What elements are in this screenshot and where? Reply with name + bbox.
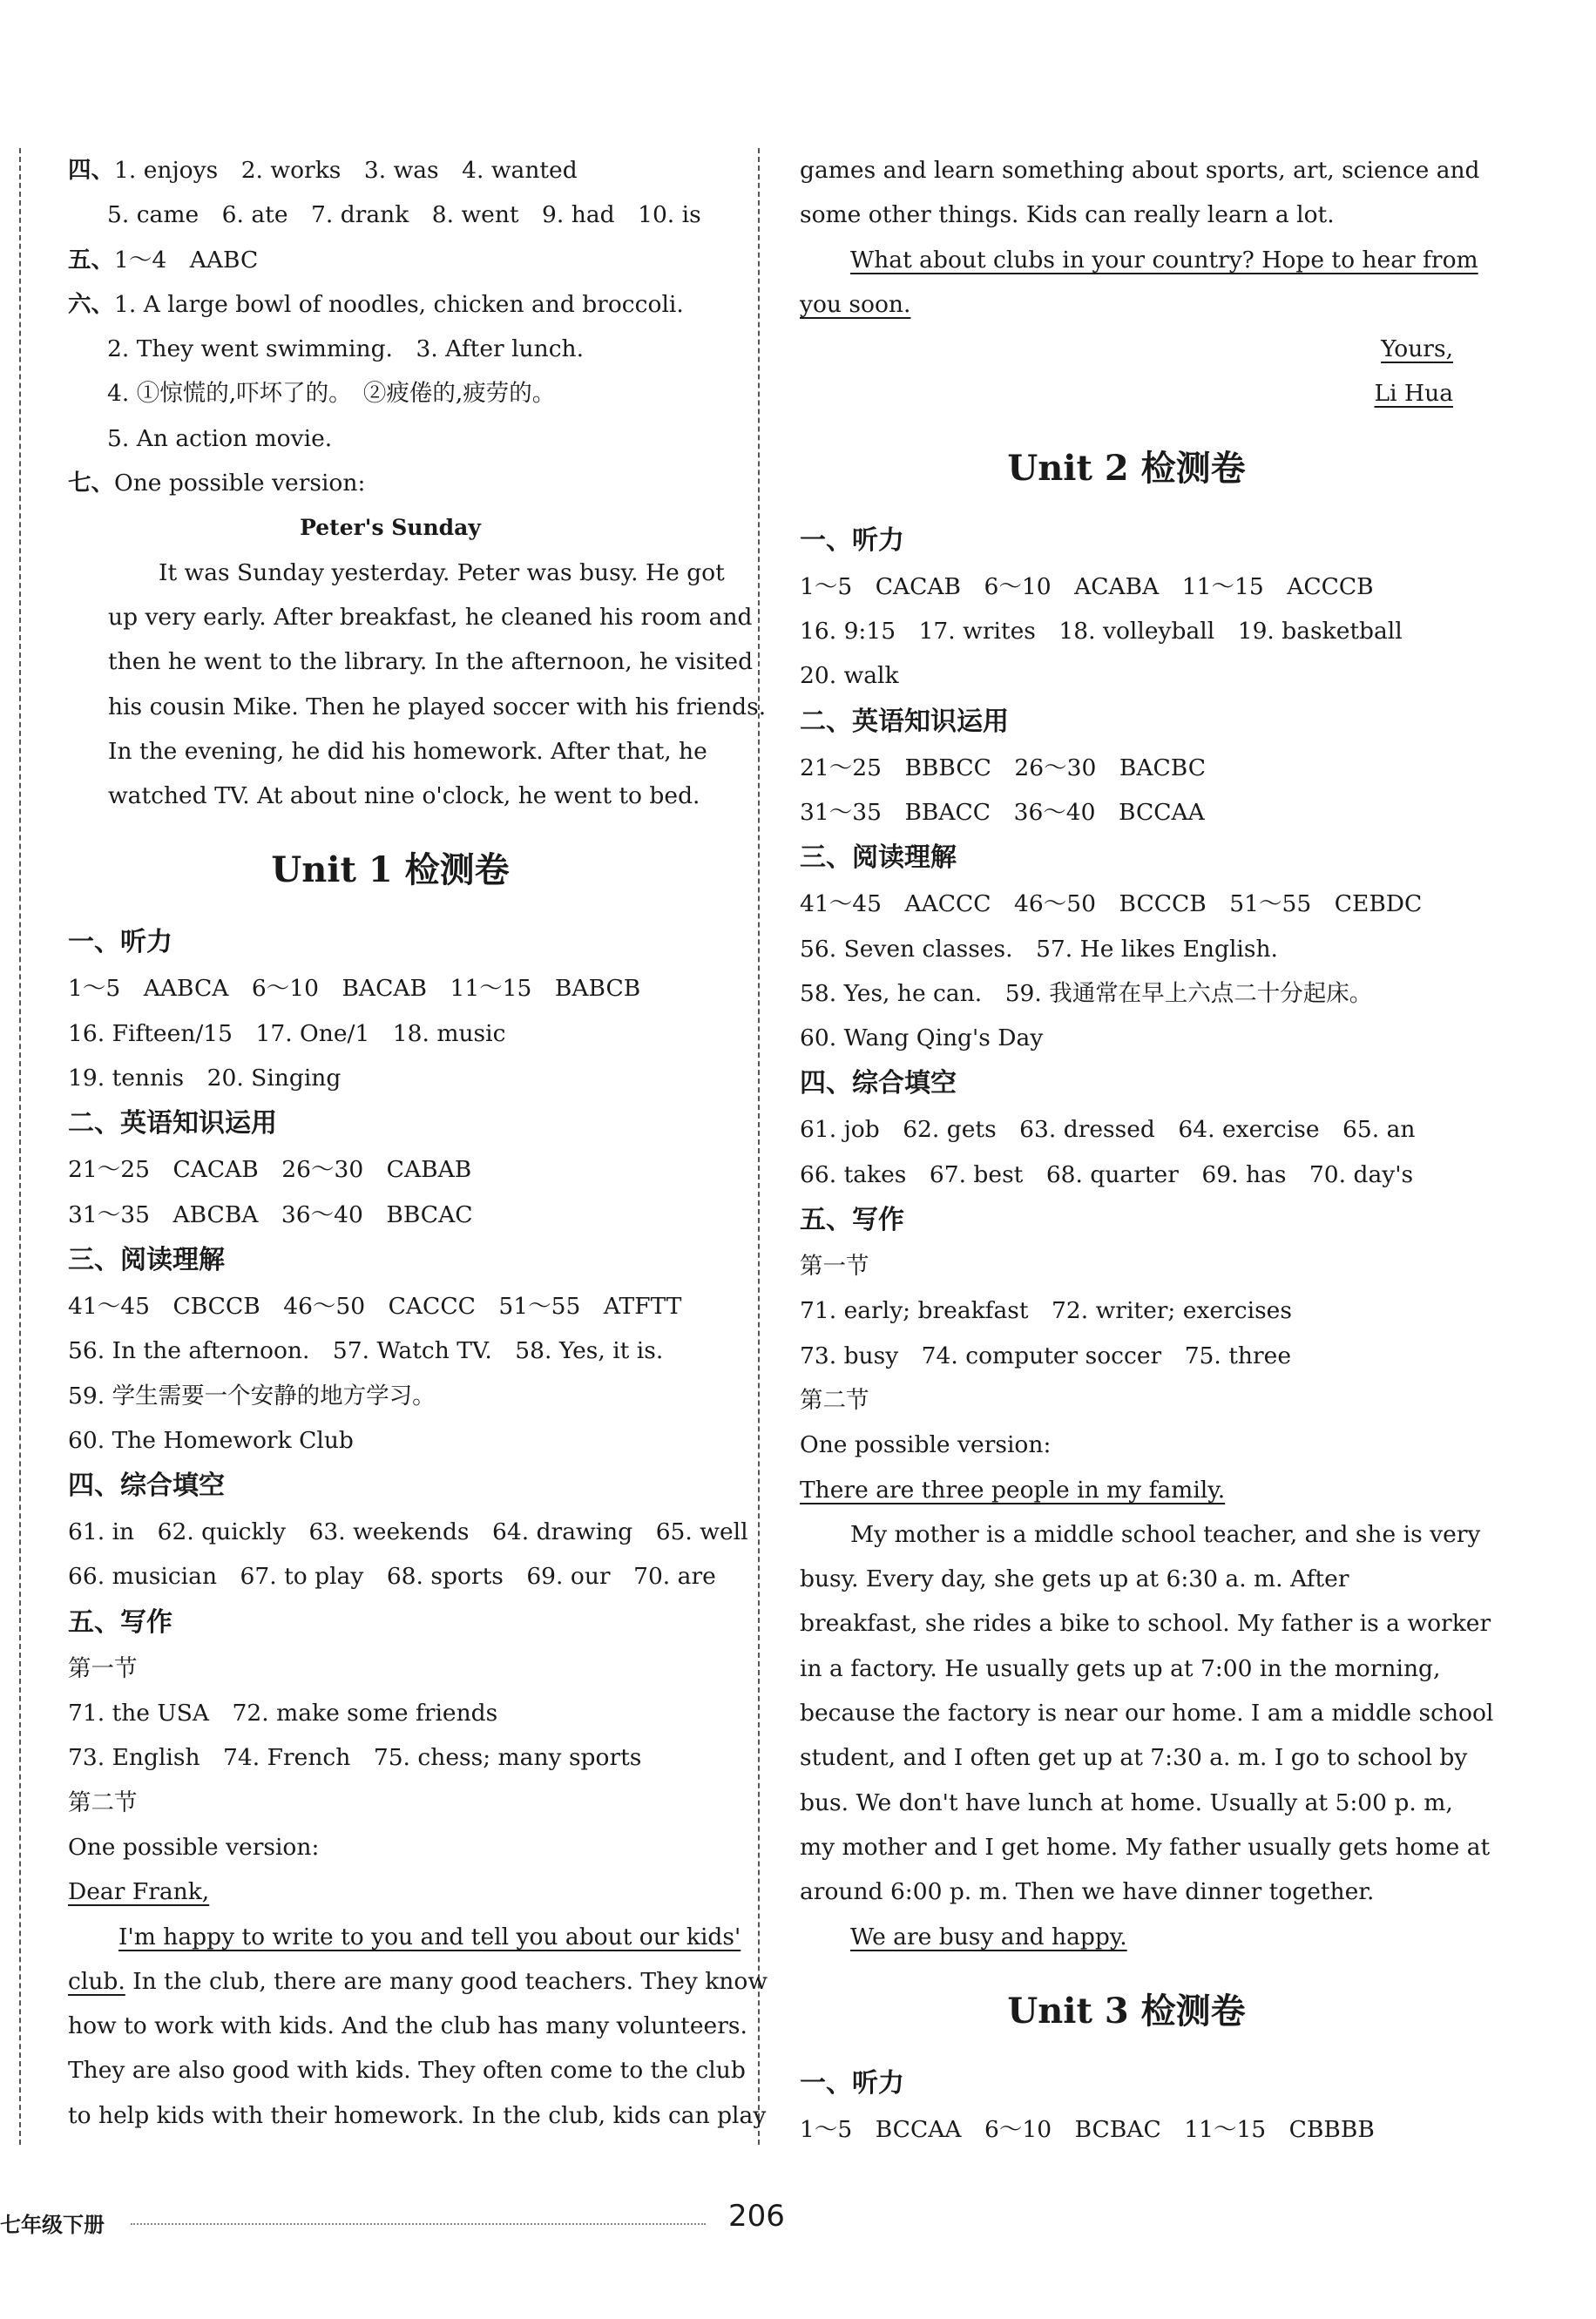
letter-line: games and learn something about sports, art, science and: [800, 157, 1480, 184]
answer-line: 1～5 AABCA 6～10 BACAB 11～15 BABCB: [68, 975, 641, 1003]
section-heading: 四、综合填空: [800, 1068, 957, 1099]
answer-line: 41～45 CBCCB 46～50 CACCC 51～55 ATFTT: [68, 1292, 682, 1320]
unit1-title: Unit 1 检测卷: [271, 849, 510, 891]
letter-line: how to work with kids. And the club has many volunteers.: [68, 2012, 747, 2040]
answer-line: 16. Fifteen/15 17. One/1 18. music: [68, 1019, 506, 1047]
binding-margin-middle: [758, 148, 760, 2145]
answer-line: 71. the USA 72. make some friends: [68, 1700, 498, 1727]
answer-line: 21～25 CACAB 26～30 CABAB: [68, 1156, 472, 1184]
section-heading: 二、英语知识运用: [68, 1108, 277, 1139]
answer-line: 31～35 ABCBA 36～40 BBCAC: [68, 1200, 473, 1228]
essay-line: We are busy and happy.: [850, 1923, 1127, 1951]
essay-line: In the evening, he did his homework. After that, he: [108, 737, 707, 765]
answer-line: One possible version:: [68, 1833, 320, 1861]
unit3-title: Unit 3 检测卷: [1007, 1990, 1246, 2032]
answer-line: 61. job 62. gets 63. dressed 64. exercise 65. an: [800, 1116, 1416, 1144]
letter-line: club.: [68, 1967, 125, 1995]
answer-line: 20. walk: [800, 662, 899, 690]
right-column: [800, 148, 1494, 2152]
answer-line: 60. Wang Qing's Day: [800, 1024, 1044, 1052]
answer-line: 66. takes 67. best 68. quarter 69. has 70. day's: [800, 1160, 1414, 1188]
answer-line: 41～45 AACCC 46～50 BCCCB 51～55 CEBDC: [800, 890, 1423, 918]
answer-line: 60. The Homework Club: [68, 1426, 354, 1454]
section-heading: 二、英语知识运用: [800, 706, 1009, 737]
letter-line: some other things. Kids can really learn a lot.: [800, 201, 1335, 229]
answer-line: 六、1. A large bowl of noodles, chicken and broccoli.: [68, 290, 684, 318]
answer-line: 66. musician 67. to play 68. sports 69. our 70. are: [68, 1563, 716, 1591]
section-heading: 一、听力: [68, 927, 172, 958]
essay-line: It was Sunday yesterday. Peter was busy. He got: [159, 558, 725, 586]
footer-rule: [131, 2223, 706, 2225]
answer-line: One possible version:: [800, 1431, 1052, 1459]
letter-line: to help kids with their homework. In the club, kids can play: [68, 2101, 767, 2129]
letter-line: you soon.: [800, 290, 911, 318]
letter-line: They are also good with kids. They often come to the club: [68, 2057, 746, 2085]
essay-title: Peter's Sunday: [300, 515, 481, 541]
essay-line: watched TV. At about nine o'clock, he went to bed.: [108, 782, 700, 810]
answer-line: 五、1～4 AABC: [68, 246, 259, 274]
essay-line: then he went to the library. In the afternoon, he visited: [108, 648, 754, 676]
answer-line: 2. They went swimming. 3. After lunch.: [107, 335, 585, 363]
answer-line: 四、1. enjoys 2. works 3. was 4. wanted: [68, 157, 578, 184]
essay-line: my mother and I get home. My father usually gets home at: [800, 1833, 1491, 1861]
answer-line: 56. In the afternoon. 57. Watch TV. 58. Yes, it is.: [68, 1337, 664, 1365]
section-heading: 三、阅读理解: [68, 1244, 225, 1275]
answer-line: 16. 9:15 17. writes 18. volleyball 19. basketball: [800, 618, 1403, 646]
answer-line: 5. came 6. ate 7. drank 8. went 9. had 10. is: [107, 201, 701, 229]
essay-line: up very early. After breakfast, he cleaned his room and: [108, 603, 753, 631]
subsection-label: 第一节: [68, 1654, 138, 1682]
binding-margin-left: [19, 148, 21, 2145]
section-heading: 一、听力: [800, 2067, 904, 2099]
subsection-label: 第二节: [800, 1386, 869, 1414]
essay-line: My mother is a middle school teacher, and she is very: [850, 1520, 1481, 1548]
letter-closing: Yours,: [1381, 335, 1453, 363]
answer-line: 56. Seven classes. 57. He likes English.: [800, 935, 1278, 963]
answer-line: 七、One possible version:: [68, 470, 366, 497]
answer-line: 59. 学生需要一个安静的地方学习。: [68, 1382, 436, 1410]
essay-body: [68, 551, 767, 819]
essay-line: student, and I often get up at 7:30 a. m. I go to school by: [800, 1744, 1468, 1772]
page-number: 206: [728, 2199, 785, 2234]
answer-line: 31～35 BBACC 36～40 BCCAA: [800, 798, 1205, 826]
unit2-title: Unit 2 检测卷: [1007, 447, 1246, 489]
essay-line: in a factory. He usually gets up at 7:00 in the morning,: [800, 1654, 1441, 1682]
essay-line: busy. Every day, she gets up at 6:30 a. m. After: [800, 1565, 1349, 1593]
section-heading: 五、写作: [68, 1606, 172, 1638]
essay-line: his cousin Mike. Then he played soccer with his friends.: [108, 693, 767, 720]
answer-line: 61. in 62. quickly 63. weekends 64. drawing 65. well: [68, 1518, 748, 1546]
essay-line: because the factory is near our home. I am a middle school: [800, 1700, 1494, 1727]
answer-line: 21～25 BBBCC 26～30 BACBC: [800, 754, 1206, 781]
answer-line: 73. busy 74. computer soccer 75. three: [800, 1342, 1292, 1369]
answer-line: 5. An action movie.: [107, 424, 333, 452]
grade-label: 七年级下册: [0, 2213, 105, 2237]
answer-line: 58. Yes, he can. 59. 我通常在早上六点二十分起床。: [800, 979, 1373, 1007]
letter-signature: Li Hua: [1374, 380, 1453, 408]
answer-line: 1～5 BCCAA 6～10 BCBAC 11～15 CBBBB: [800, 2115, 1375, 2143]
subsection-label: 第一节: [800, 1253, 869, 1281]
section-heading: 五、写作: [800, 1205, 904, 1236]
section-heading: 三、阅读理解: [800, 842, 957, 874]
subsection-label: 第二节: [68, 1788, 138, 1816]
answer-line: 4. ①惊慌的,吓坏了的。 ②疲倦的,疲劳的。: [107, 380, 556, 408]
letter-greeting: Dear Frank,: [68, 1878, 210, 1906]
answer-line: 71. early; breakfast 72. writer; exercises: [800, 1297, 1292, 1325]
page-footer: [0, 2199, 1596, 2239]
left-column: [68, 148, 768, 2138]
essay-line: breakfast, she rides a bike to school. My father is a worker: [800, 1610, 1491, 1638]
section-heading: 一、听力: [800, 524, 904, 556]
letter-line: In the club, there are many good teachers. They know: [132, 1967, 768, 1995]
essay-line: around 6:00 p. m. Then we have dinner together.: [800, 1878, 1375, 1906]
answer-line: 19. tennis 20. Singing: [68, 1065, 342, 1092]
section-heading: 四、综合填空: [68, 1471, 225, 1502]
letter-line: I'm happy to write to you and tell you about our kids': [118, 1923, 741, 1951]
answer-line: 73. English 74. French 75. chess; many sports: [68, 1744, 642, 1772]
essay-line: There are three people in my family.: [800, 1476, 1226, 1504]
answer-line: 1～5 CACAB 6～10 ACABA 11～15 ACCCB: [800, 572, 1374, 600]
letter-line: What about clubs in your country? Hope to hear from: [850, 246, 1478, 274]
essay-line: bus. We don't have lunch at home. Usually at 5:00 p. m,: [800, 1788, 1453, 1816]
